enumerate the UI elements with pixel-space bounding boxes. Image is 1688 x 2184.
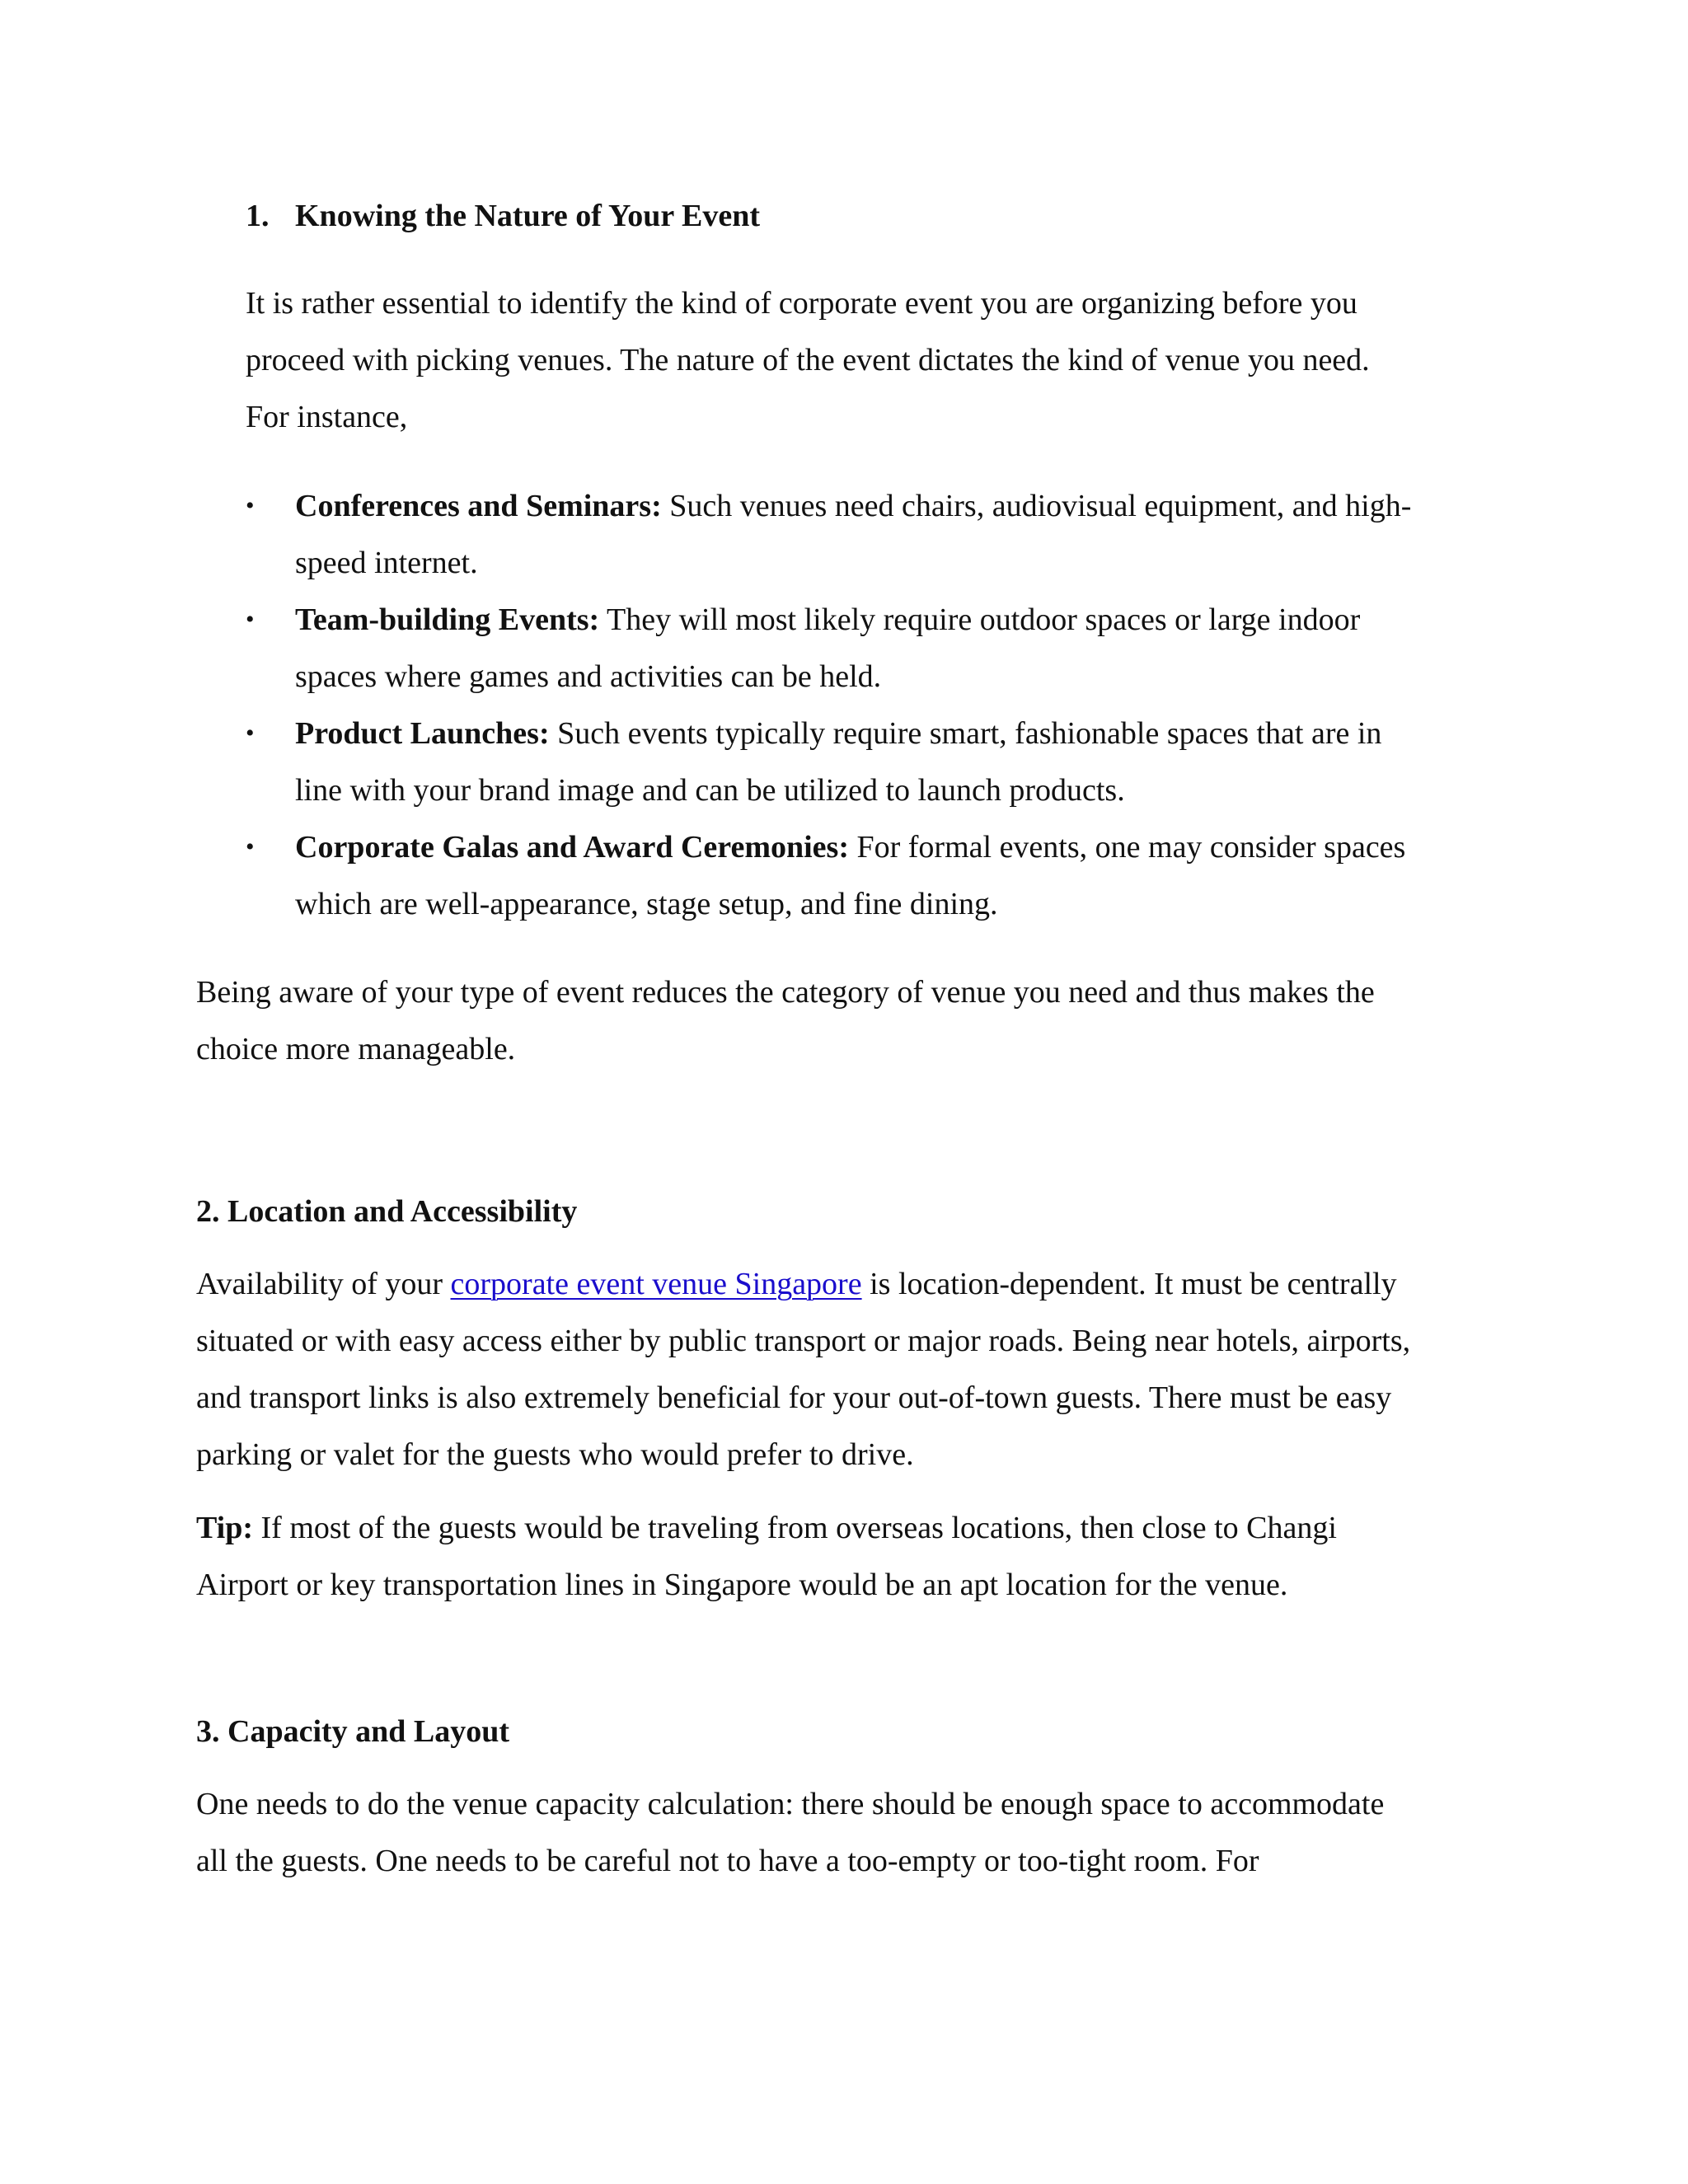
section-2-heading: 2. Location and Accessibility (196, 1194, 578, 1229)
tip-line-2: Airport or key transportation lines in Singapore would be an apt location for the venue. (196, 1568, 1288, 1602)
section-1-number: 1. (246, 199, 270, 233)
section-2-para-text-after: is location-dependent. It must be centrally (861, 1267, 1397, 1301)
section-1-intro-line-2: proceed with picking venues. The nature of the event dictates the kind of venue you need. (246, 343, 1370, 377)
section-3-para-line-2: all the guests. One needs to be careful not to have a too-empty or too-tight room. For (196, 1844, 1259, 1878)
list-item-term: Team-building Events: (295, 602, 600, 637)
section-2-para-line-2: situated or with easy access either by public transport or major roads. Being near hotels, airports, (196, 1324, 1411, 1358)
bullet-icon: • (246, 719, 255, 747)
section-1-intro-line-3: For instance, (246, 400, 408, 434)
tip-line-1 (196, 1500, 1337, 1556)
section-2-para-line-1 (196, 1256, 1397, 1312)
tip-label: Tip: (196, 1511, 254, 1545)
list-item-term: Conferences and Seminars: (295, 489, 662, 523)
list-item-line-1 (295, 819, 1405, 875)
list-item-text: For formal events, one may consider spaces (848, 830, 1406, 865)
list-item-term: Product Launches: (295, 716, 550, 751)
bullet-icon: • (246, 492, 255, 519)
section-1-summary-line-2: choice more manageable. (196, 1032, 516, 1066)
section-1-heading: Knowing the Nature of Your Event (295, 199, 761, 233)
list-item-line-2: spaces where games and activities can be held. (295, 659, 882, 694)
section-2-para-line-4: parking or valet for the guests who would prefer to drive. (196, 1437, 914, 1472)
list-item-line-1 (295, 478, 1411, 534)
section-2-para-text-before: Availability of your (196, 1267, 451, 1301)
list-item-line-2: which are well-appearance, stage setup, and fine dining. (295, 887, 998, 921)
list-item-text: Such events typically require smart, fashionable spaces that are in (549, 716, 1382, 751)
list-item-text: They will most likely require outdoor spaces or large indoor (599, 602, 1361, 637)
bullet-icon: • (246, 833, 255, 860)
bullet-icon: • (246, 606, 255, 633)
section-2-para-line-3: and transport links is also extremely beneficial for your out-of-town guests. There must be easy (196, 1380, 1392, 1415)
tip-text: If most of the guests would be traveling from overseas locations, then close to Changi (253, 1511, 1337, 1545)
section-3-para-line-1: One needs to do the venue capacity calculation: there should be enough space to accommodate (196, 1787, 1385, 1821)
list-item-line-1 (295, 592, 1360, 648)
section-1-intro-line-1: It is rather essential to identify the kind of corporate event you are organizing before you (246, 286, 1357, 321)
section-3-heading: 3. Capacity and Layout (196, 1714, 510, 1749)
venue-link[interactable]: corporate event venue Singapore (450, 1267, 862, 1301)
list-item-line-2: speed internet. (295, 546, 478, 580)
list-item-line-2: line with your brand image and can be utilized to launch products. (295, 773, 1125, 808)
list-item-term: Corporate Galas and Award Ceremonies: (295, 830, 849, 865)
list-item-line-1 (295, 705, 1381, 762)
list-item-text: Such venues need chairs, audiovisual equipment, and high- (661, 489, 1412, 523)
section-1-summary-line-1: Being aware of your type of event reduces the category of venue you need and thus makes the (196, 975, 1375, 1010)
